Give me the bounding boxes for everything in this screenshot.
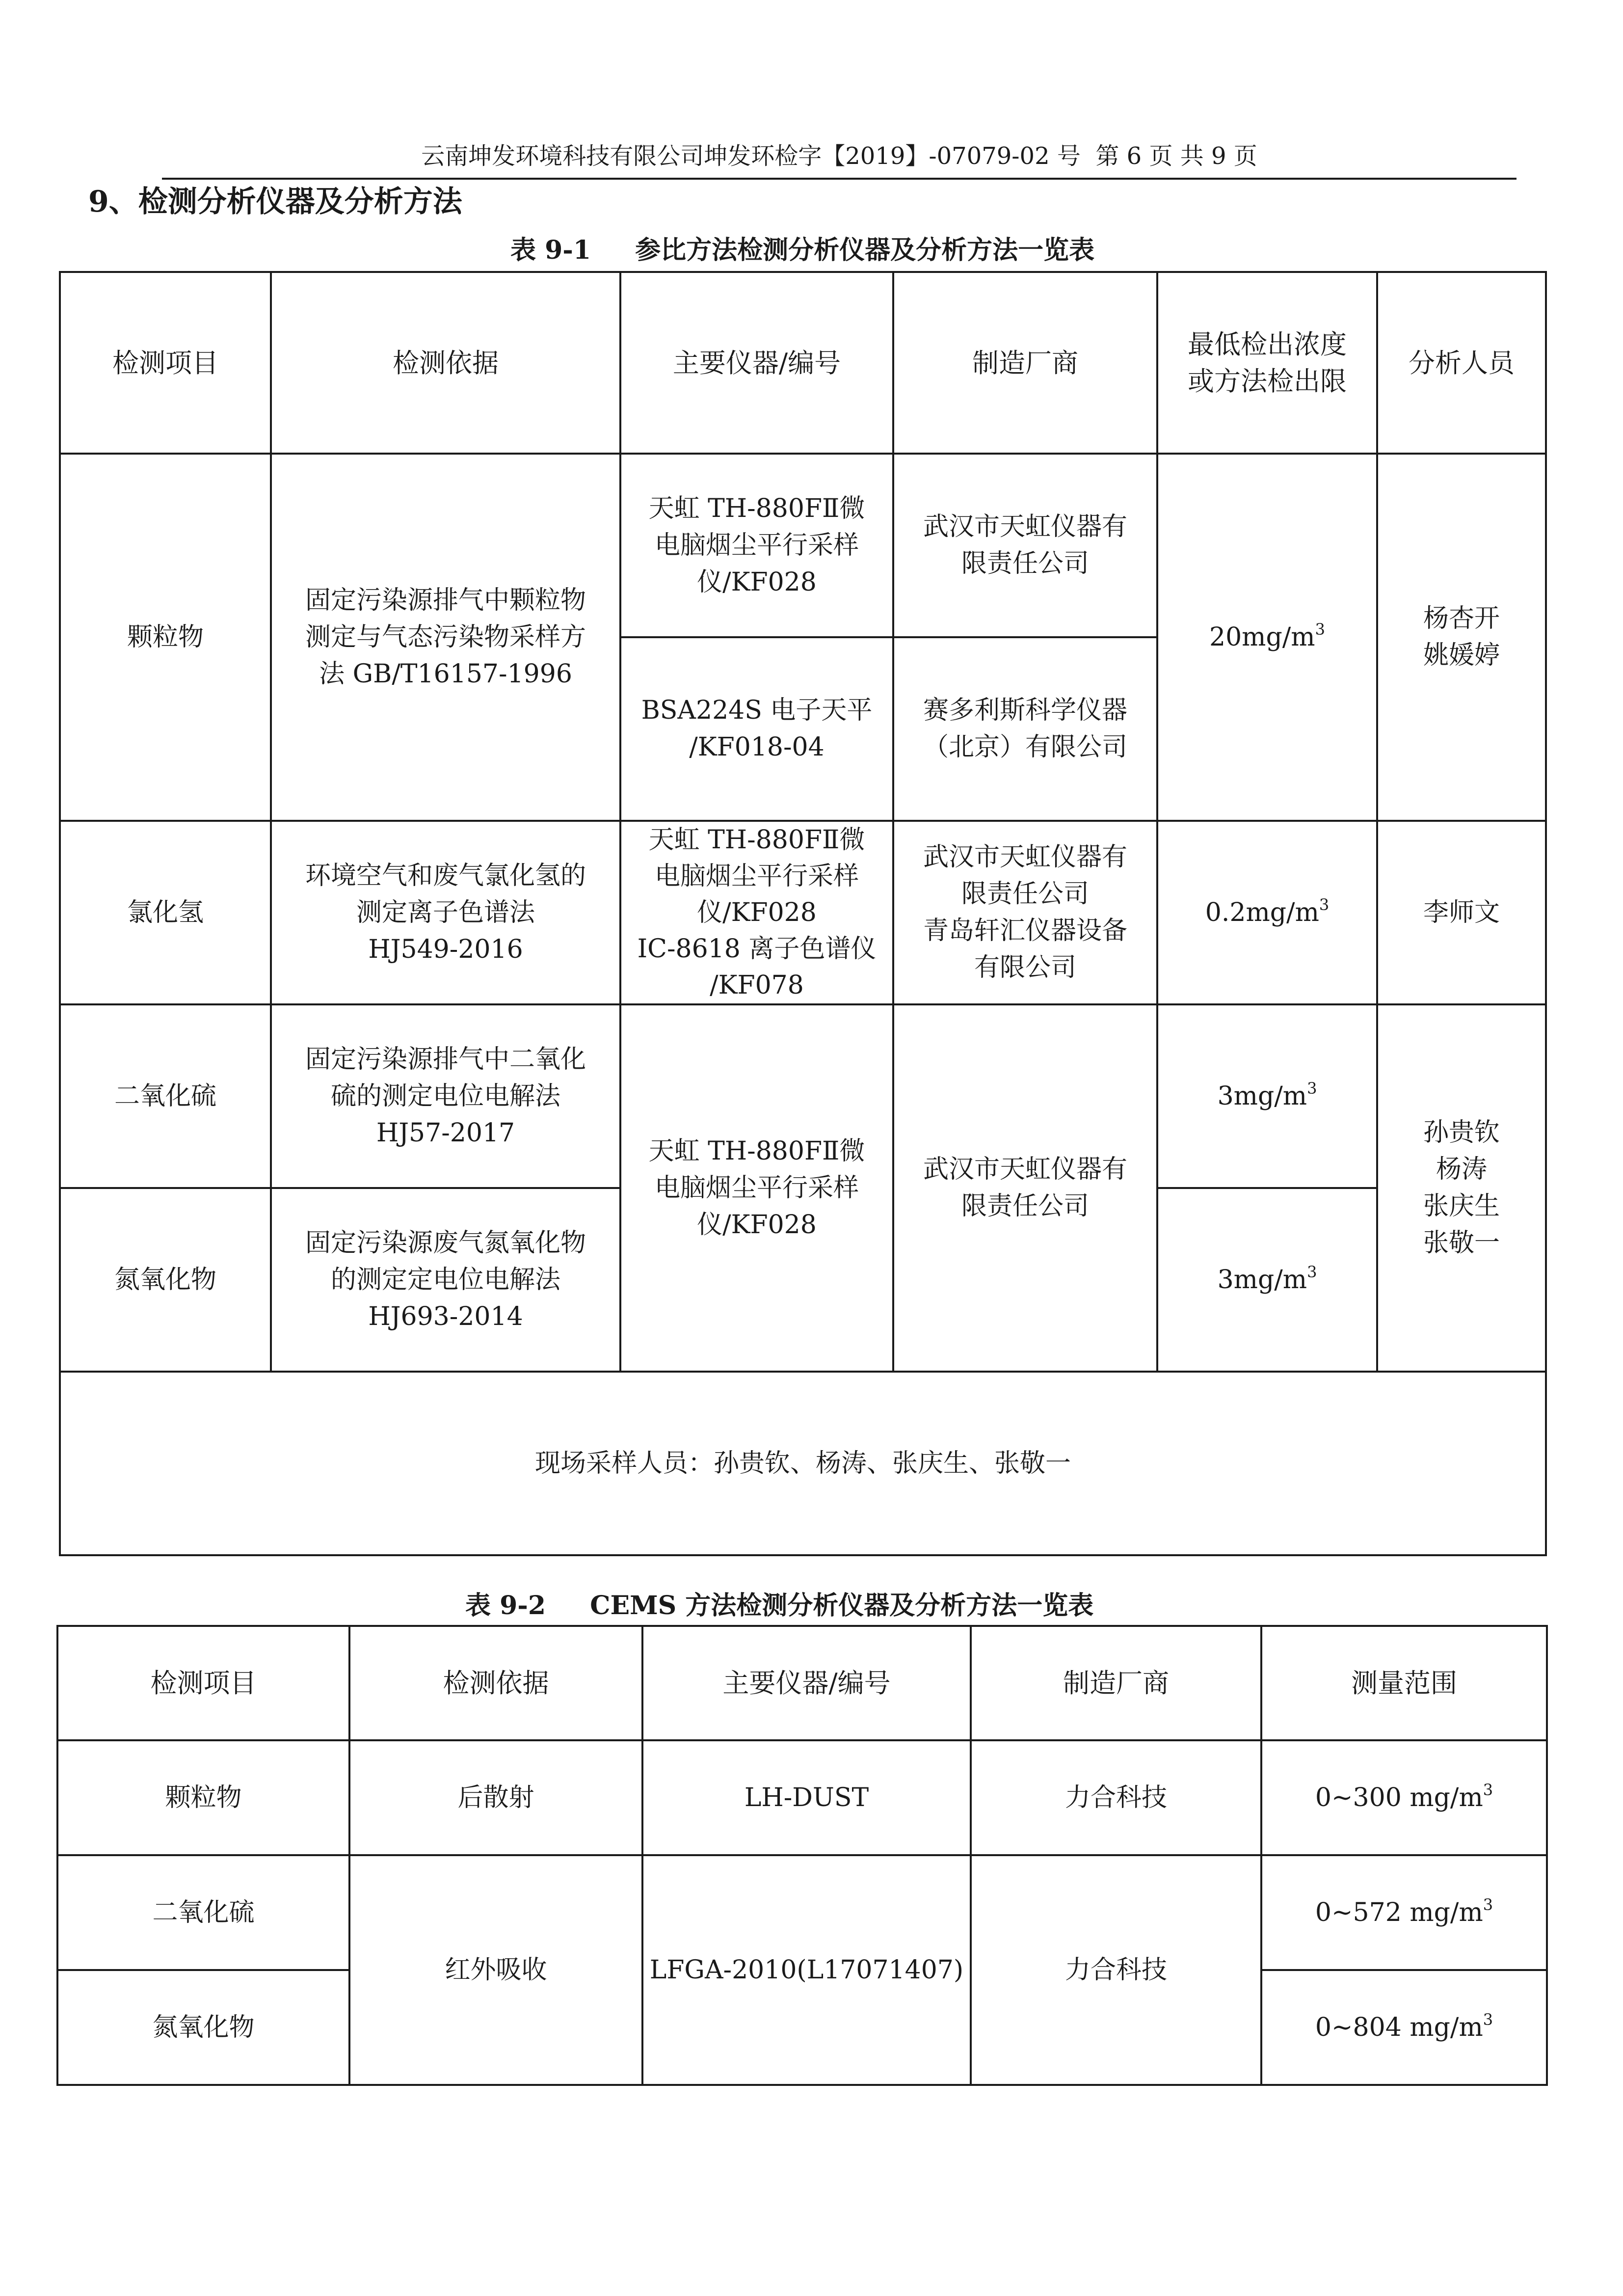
cell-range-so2 [1261,1855,1547,1970]
limit-value: 3mg/m [1217,1081,1307,1111]
col-header-instrument: 主要仪器/编号 [620,272,893,454]
text-line: 测定与气态污染物采样方 [305,622,586,652]
cell-instrument-pm-2 [620,637,893,821]
cell-item-pm: 颗粒物 [57,1740,349,1855]
cell-analyst-hcl: 李师文 [1377,821,1546,1004]
limit-value: 20mg/m [1209,622,1315,652]
cell-item-nox: 氮氧化物 [60,1188,271,1372]
cell-item-so2: 二氧化硫 [57,1855,349,1970]
table2-caption-number: 表 9-2 [465,1591,546,1621]
text-line: 电脑烟尘平行采样 [654,862,859,891]
text-line: （北京）有限公司 [923,732,1127,762]
cell-limit-so2 [1157,1004,1377,1188]
cell-maker-hcl [893,821,1157,1004]
text-line: /KF018-04 [689,732,825,762]
range-value: 0~572 mg/m [1315,1897,1483,1927]
cell-limit-pm [1157,454,1377,821]
cell-basis-nox [271,1188,620,1372]
table-row [60,1004,1546,1188]
unit-exponent: 3 [1315,620,1325,639]
text-line: 天虹 TH-880FⅡ微 [648,493,865,523]
cell-basis-gas: 红外吸收 [349,1855,642,2085]
unit-exponent: 3 [1483,1780,1493,1799]
text-line: HJ57-2017 [376,1118,515,1148]
text-line: 限责任公司 [961,879,1089,909]
col-header-maker: 制造厂商 [893,272,1157,454]
cell-analyst-pm [1377,454,1546,821]
text-line: 赛多利斯科学仪器 [923,696,1127,725]
col-header-instrument: 主要仪器/编号 [642,1626,971,1740]
analyst-name: 张敬一 [1423,1228,1500,1258]
table2-caption-title: CEMS 方法检测分析仪器及分析方法一览表 [590,1591,1094,1621]
table-row [60,821,1546,1004]
limit-value: 0.2mg/m [1205,897,1319,927]
cell-range-pm [1261,1740,1547,1855]
unit-exponent: 3 [1319,895,1330,914]
section-title: 9、检测分析仪器及分析方法 [88,185,462,219]
header-doc-no: 坤发环检字【2019】-07079-02 号 [704,142,1081,170]
table1-caption [510,233,1094,268]
text-line: 仪/KF028 [697,1210,817,1240]
col-header-basis: 检测依据 [349,1626,642,1740]
col-header-item: 检测项目 [60,272,271,454]
cell-instrument-gas: LFGA-2010(L17071407) [642,1855,971,2085]
cell-item-nox: 氮氧化物 [57,1970,349,2085]
unit-exponent: 3 [1307,1262,1317,1281]
cell-maker-gas: 力合科技 [971,1855,1261,2085]
text-line: 电脑烟尘平行采样 [654,1173,859,1203]
cell-basis-pm: 后散射 [349,1740,642,1855]
table-row [57,1855,1547,1970]
header-divider [162,178,1517,180]
table1-caption-title: 参比方法检测分析仪器及分析方法一览表 [635,235,1095,265]
text-line: 武汉市天虹仪器有 [923,842,1127,872]
text-line: 天虹 TH-880FⅡ微 [648,825,865,855]
cell-item-so2: 二氧化硫 [60,1004,271,1188]
cell-instrument-pm: LH-DUST [642,1740,971,1855]
text-line: 有限公司 [974,953,1076,982]
text-line: 青岛轩汇仪器设备 [923,916,1127,945]
col-header-limit-line: 最低检出浓度 [1188,329,1347,360]
col-header-maker: 制造厂商 [971,1626,1261,1740]
table-row [60,454,1546,637]
cell-range-nox [1261,1970,1547,2085]
range-value: 0~300 mg/m [1315,1783,1483,1812]
table2-caption [465,1589,1093,1623]
unit-exponent: 3 [1307,1079,1317,1098]
cell-maker-pm-1 [893,454,1157,637]
table-header-row [57,1626,1547,1740]
cell-limit-nox [1157,1188,1377,1372]
cell-analyst-gas [1377,1004,1546,1372]
cell-limit-hcl [1157,821,1377,1004]
cell-item-pm: 颗粒物 [60,454,271,821]
limit-value: 3mg/m [1217,1265,1307,1295]
cell-basis-so2 [271,1004,620,1188]
col-header-item: 检测项目 [57,1626,349,1740]
cell-basis-pm [271,454,620,821]
cell-instrument-gas [620,1004,893,1372]
table-row [57,1740,1547,1855]
text-line: 的测定定电位电解法 [330,1265,560,1295]
text-line: 固定污染源废气氮氧化物 [305,1228,586,1258]
text-line: 仪/KF028 [697,898,817,927]
text-line: HJ693-2014 [368,1301,523,1331]
header-company: 云南坤发环境科技有限公司 [421,142,704,170]
field-sampling-staff: 现场采样人员：孙贵钦、杨涛、张庆生、张敬一 [60,1372,1546,1555]
table-header-row [60,272,1546,454]
text-line: HJ549-2016 [368,934,523,964]
col-header-limit [1157,272,1377,454]
cell-maker-gas [893,1004,1157,1372]
cell-instrument-pm-1 [620,454,893,637]
col-header-basis: 检测依据 [271,272,620,454]
text-line: 限责任公司 [961,549,1089,578]
unit-exponent: 3 [1483,2010,1493,2029]
text-line: 固定污染源排气中二氧化 [305,1044,586,1074]
text-line: 仪/KF028 [697,567,817,597]
table-row [60,1372,1546,1555]
header-page-info: 第 6 页 共 9 页 [1095,142,1257,170]
text-line: 武汉市天虹仪器有 [923,1155,1127,1184]
text-line: /KF078 [710,971,804,1000]
analyst-name: 杨杏开 [1423,604,1500,633]
text-line: 武汉市天虹仪器有 [923,512,1127,541]
cell-basis-hcl [271,821,620,1004]
cell-maker-pm: 力合科技 [971,1740,1261,1855]
cell-instrument-hcl [620,821,893,1004]
text-line: 硫的测定电位电解法 [330,1081,560,1111]
text-line: 环境空气和废气氯化氢的 [305,861,586,891]
text-line: 电脑烟尘平行采样 [654,530,859,560]
table1-caption-number: 表 9-1 [510,235,591,265]
text-line: 固定污染源排气中颗粒物 [305,585,586,615]
text-line: BSA224S 电子天平 [641,696,873,725]
analyst-name: 孙贵钦 [1423,1118,1500,1147]
page-header [162,136,1517,176]
cell-item-hcl: 氯化氢 [60,821,271,1004]
cems-method-table [56,1625,1548,2086]
col-header-analyst: 分析人员 [1377,272,1546,454]
text-line: 测定离子色谱法 [356,897,535,927]
text-line: 限责任公司 [961,1191,1089,1221]
text-line: 天虹 TH-880FⅡ微 [648,1136,865,1166]
analyst-name: 张庆生 [1423,1191,1500,1221]
reference-method-table [59,271,1547,1556]
analyst-name: 杨涛 [1436,1155,1487,1184]
range-value: 0~804 mg/m [1315,2012,1483,2042]
col-header-range: 测量范围 [1261,1626,1547,1740]
text-line: 法 GB/T16157-1996 [319,659,572,689]
unit-exponent: 3 [1483,1895,1493,1914]
analyst-name: 姚媛婷 [1423,641,1500,670]
cell-maker-pm-2 [893,637,1157,821]
col-header-limit-line: 或方法检出限 [1188,366,1347,397]
text-line: IC-8618 离子色谱仪 [637,934,877,964]
